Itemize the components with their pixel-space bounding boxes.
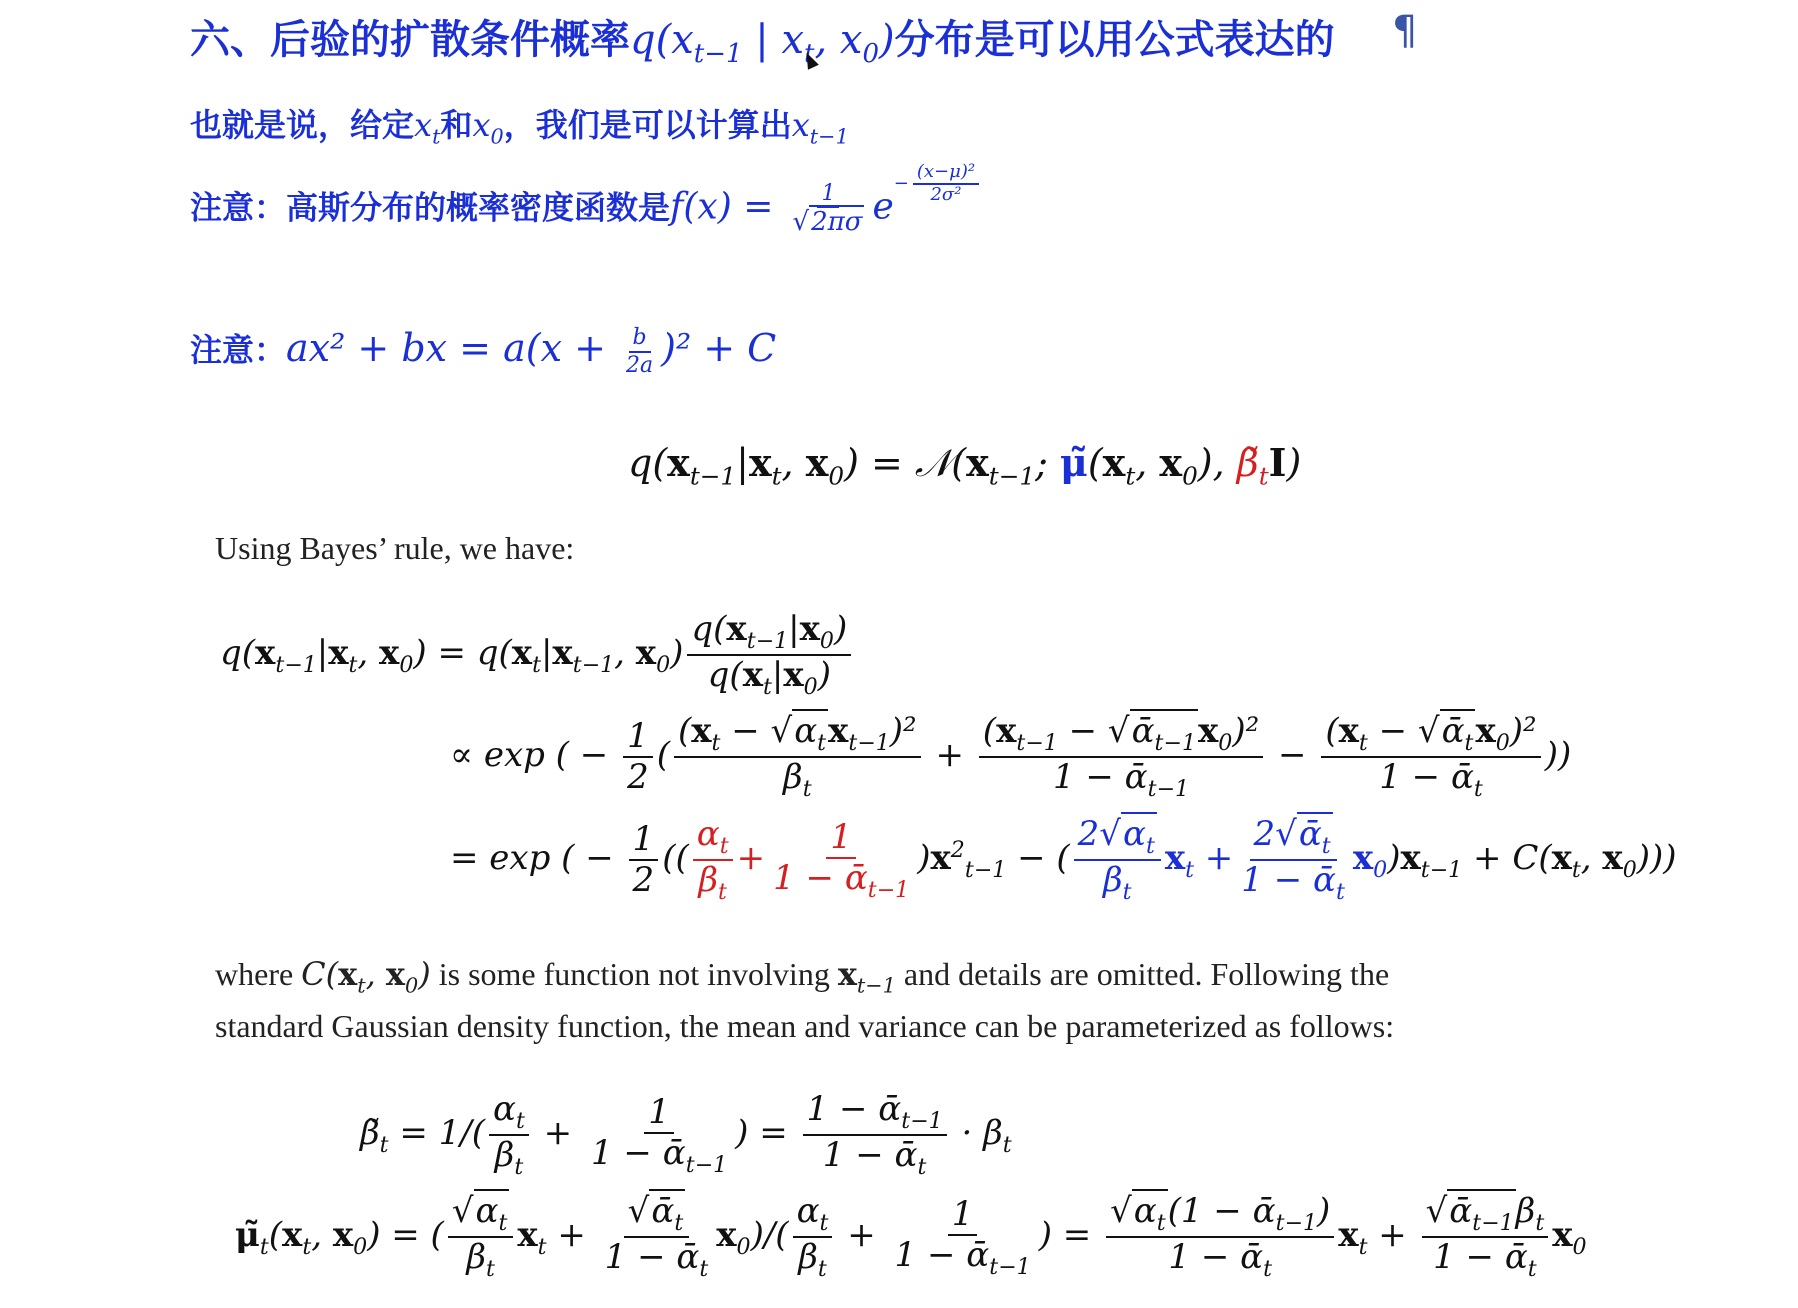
bayes-line-1: $q(x_{t-1}|x_t$, $x_0) = q(x_t|x_{t-1}$, $x_0$) $\frac{q(x_{t-1}|x_0)}{q(x_t|x_0)}$ [220, 610, 855, 700]
note-gaussian-pdf: 注意：高斯分布的概率密度函数是f(x) = $\frac{1}{√2\pi\sigma}$ $e^{- \frac{\text{(x−μ)²}}{\text{2σ²}}}$ [190, 180, 983, 238]
mean-equation: $\mũ_t(x_t$, $x_0$) = ( $\frac{√\alpha_t}{\beta_t}$ $x_t$ + $\frac{√ᾱ_t}{1 - ᾱ_t}$ $x_0)/$( $\frac{\alpha_t}{\beta_t}$ + $\frac{1}{1 - ᾱ_{t-1}}$ ) = $\frac{√\alpha_t(1 - ᾱ_{t-1})}{1 - ᾱ_t}$ $x_t$ + $\frac{√ᾱ_{t-1}\beta_t}{1 - ᾱ_t}$ $x_0$ [235, 1191, 1587, 1282]
section-heading [190, 8, 1335, 69]
bayes-line-3: = exp ( − $\frac{1}{2}$ (( $\frac{\alpha_t}{\beta_t}$ + $\frac{1}{1 - ᾱ_{t-1}}$ )$x^2_{t-1}$ − ( $\frac{2√\alpha_t}{\beta_t}$ $x_t$ + $\frac{2√ᾱ_t}{1 - ᾱ_t}$ $x_0)x_{t-1} + C(x_t$, $x_0$))) [450, 814, 1677, 905]
variance-equation: $\betã_t = 1/$( $\frac{\alpha_t}{\beta_t}$ + $\frac{1}{1 - ᾱ_{t-1}}$ ) = $\frac{1 - ᾱ_{t-1}}{1 - ᾱ_t}$ · $\beta_t$ [360, 1089, 1012, 1180]
heading-suffix: 分布是可以用公式表达的 [894, 17, 1335, 63]
posterior-equation: $q(x_{t-1}|x_t$, $x_0$) = $𝒩(x_{t-1}$; $\mũ(x_t$, $x_0$), $\betã_tI$) [628, 440, 1302, 491]
bayes-line-2: ∝ exp ( − $\frac{1}{2}$ ( $\frac{(x_t - √\alpha_tx_{t-1})^2}{\beta_t}$ + $\frac{(x_{t-1} - √ᾱ_{t-1}x_0)^2}{1 - ᾱ_{t-1}}$ − $\frac{(x_t - √ᾱ_tx_0)^2}{1 - ᾱ_t}$ )) [450, 711, 1572, 802]
explanation-line-1: where $C(x_t$, $x_0$) is some function not involving $x_{t-1}$ and details are omitted. Following the [215, 955, 1390, 998]
pdf-coefficient: $\frac{1}{√2\pi\sigma}$ [792, 180, 863, 238]
note-complete-square: 注意：ax² + bx = a(x + $\frac{b}{2a}$ )² + C [190, 325, 777, 378]
heading-prefix: 六、后验的扩散条件概率 [190, 17, 630, 63]
given-line: 也就是说，给定$x_t$和$x_0$，我们是可以计算出$x_{t-1}$ [190, 106, 849, 149]
explanation-line-2: standard Gaussian density function, the mean and variance can be parameterized as follows: [215, 1008, 1395, 1044]
bayes-rule-text: Using Bayes’ rule, we have: [215, 530, 575, 566]
heading-formula: $q(x_{t-1}$ | $x_t$, $x_0$) [630, 17, 895, 69]
pilcrow-icon: ¶ [1392, 8, 1418, 54]
